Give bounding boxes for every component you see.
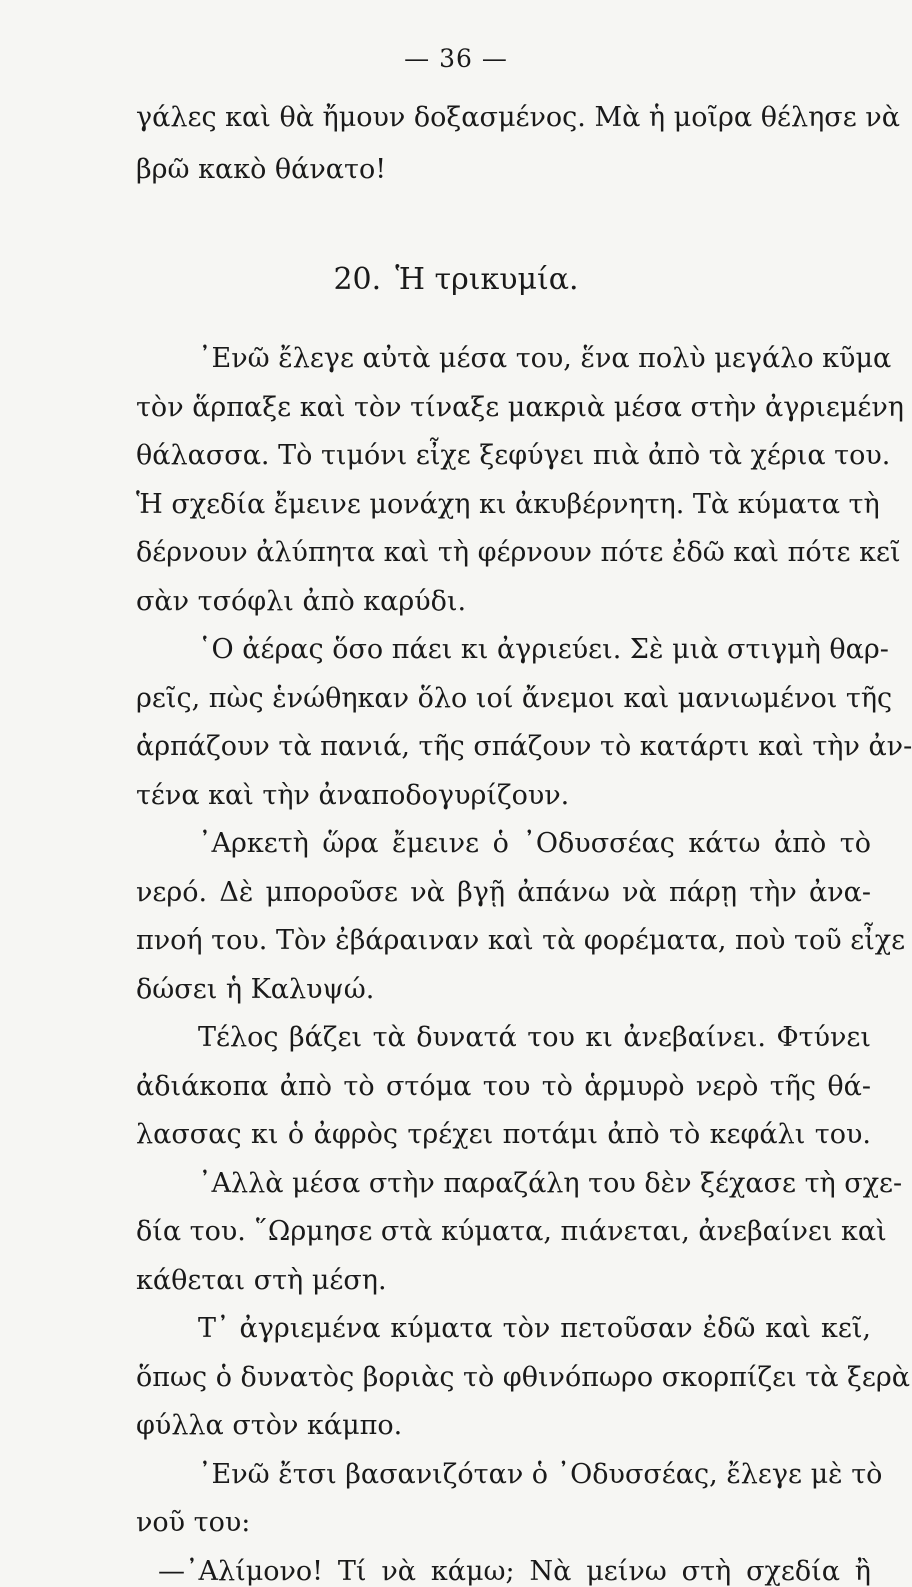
text-line: ὅπως ὁ δυνατὸς βοριὰς τὸ φθινόπωρο σκορπίζει τὰ ξερὰ xyxy=(136,1362,910,1393)
text-line: δώσει ἡ Καλυψώ. xyxy=(136,974,375,1005)
text-line: ᾿Αρκετὴ ὥρα ἔμεινε ὁ ᾿Οδυσσέας κάτω ἀπὸ τὸ xyxy=(198,828,871,859)
text-line: θάλασσα. Τὸ τιμόνι εἶχε ξεφύγει πιὰ ἀπὸ τὰ χέρια του. xyxy=(136,440,891,471)
page-number: — 36 — xyxy=(404,44,508,73)
text-line: νερό. Δὲ μποροῦσε νὰ βγῇ ἀπάνω νὰ πάρῃ τὴν ἀνα- xyxy=(136,877,871,908)
text-line: —᾿Αλίμονο! Τί νὰ κάμω; Νὰ μείνω στὴ σχεδία ἢ xyxy=(158,1556,871,1587)
text-line: γάλες καὶ θὰ ἤμουν δοξασμένος. Μὰ ἡ μοῖρα θέλησε νὰ xyxy=(136,102,900,133)
section-title: Ἡ τρικυμία. xyxy=(395,262,579,297)
text-line: φύλλα στὸν κάμπο. xyxy=(136,1410,403,1441)
text-line: ᾿Ενῶ ἔλεγε αὐτὰ μέσα του, ἕνα πολὺ μεγάλο κῦμα xyxy=(198,343,892,374)
text-line: ἀδιάκοπα ἀπὸ τὸ στόμα του τὸ ἁρμυρὸ νερὸ τῆς θά- xyxy=(136,1071,871,1102)
text-line: ρεῖς, πὼς ἑνώθηκαν ὅλο ιοί ἄνεμοι καὶ μανιωμένοι τῆς xyxy=(136,683,893,714)
text-line: λασσας κι ὁ ἀφρὸς τρέχει ποτάμι ἀπὸ τὸ κεφάλι του. xyxy=(136,1119,871,1150)
text-line: δία του. ῞Ωρμησε στὰ κύματα, πιάνεται, ἀνεβαίνει καὶ xyxy=(136,1216,887,1247)
text-line: σὰν τσόφλι ἀπὸ καρύδι. xyxy=(136,586,467,617)
text-line: ῾Ο ἀέρας ὅσο πάει κι ἀγριεύει. Σὲ μιὰ στιγμὴ θαρ- xyxy=(198,634,889,665)
text-line: νοῦ του: xyxy=(136,1507,251,1538)
text-line: Τέλος βάζει τὰ δυνατά του κι ἀνεβαίνει. Φτύνει xyxy=(198,1022,871,1053)
section-heading xyxy=(0,262,912,297)
text-line: ἁρπάζουν τὰ πανιά, τῆς σπάζουν τὸ κατάρτι καὶ τὴν ἀν- xyxy=(136,731,912,762)
text-line: Τ᾿ ἀγριεμένα κύματα τὸν πετοῦσαν ἐδῶ καὶ κεῖ, xyxy=(198,1313,871,1344)
text-line: τὸν ἅρπαξε καὶ τὸν τίναξε μακριὰ μέσα στὴν ἀγριεμένη xyxy=(136,392,904,423)
text-line: δέρνουν ἀλύπητα καὶ τὴ φέρνουν πότε ἐδῶ καὶ πότε κεῖ xyxy=(136,537,901,568)
text-line: κάθεται στὴ μέση. xyxy=(136,1265,387,1296)
text-line: Ἡ σχεδία ἔμεινε μονάχη κι ἀκυβέρνητη. Τὰ κύματα τὴ xyxy=(136,489,880,520)
text-line: βρῶ κακὸ θάνατο! xyxy=(136,154,387,185)
text-line: ᾿Ενῶ ἔτσι βασανιζόταν ὁ ᾿Οδυσσέας, ἔλεγε μὲ τὸ xyxy=(198,1459,883,1490)
text-line: τένα καὶ τὴν ἀναποδογυρίζουν. xyxy=(136,780,570,811)
section-number: 20. xyxy=(333,262,382,297)
text-line: ᾿Αλλὰ μέσα στὴν παραζάλη του δὲν ξέχασε τὴ σχε- xyxy=(198,1168,903,1199)
text-line: πνοή του. Τὸν ἐβάραιναν καὶ τὰ φορέματα, ποὺ τοῦ εἶχε xyxy=(136,925,906,956)
